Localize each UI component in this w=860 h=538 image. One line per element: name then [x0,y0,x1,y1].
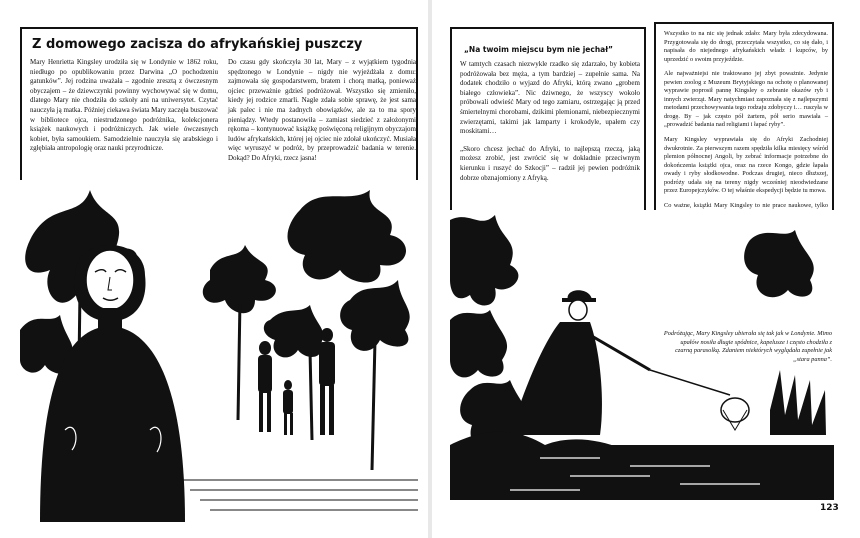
paragraph: Wszystko to na nic się jednak zdało: Mary była zdecydowana. Przygotowała się do drogi, przeczytała wszystko, co się dało, i napisała do niejednego afrykańskich władz i kupców, by uprzedzić o swoim przyjeździe. [664,30,828,63]
paragraph: Do czasu gdy skończyła 30 lat, Mary – z wyjątkiem tygodnia spędzonego w Londynie – nigdy nie wyjeżdżała z domu: zajmowała się gospodarstwem, bratem i chorą matką, ponieważ ojciec przeważnie gdzieś podróżował. Wszystko się zmieniło, kiedy jej rodzice zmarli. Nagle zdała sobie sprawę, że jest sama jak palec i nie ma żadnych obowiązków, ale za to ma spory pieniądzy. Wtedy postanowiła – zamiast siedzieć z założonymi rękoma – kontynuować książkę poświęconą religijnym obyczajom ludów afrykańskich, której jej ojciec nie zdołał ukończyć. Musiała więc wyruszyć w podróż, by przeprowadzić badania w terenie. Dokąd? Do Afryki, rzecz jasna! [228,58,416,162]
paragraph: W tamtych czasach niezwykle rzadko się zdarzało, by kobieta podróżowała bez męża, a tym bardziej – zupełnie sama. Na dodatek chodziło o wyjazd do Afryki, którą zwano „grobem białego człowieka”. Nic dziwnego, że wszyscy wokoło próbowali odwieść Mary od tego zamiaru, ostrzegając ją przed śmiertelnymi chorobami, dzikimi plemionami, niebezpiecznymi zwierzętami, takimi jak lamparty i krokodyle, upałem czy moskitami… [460,60,640,136]
paragraph: Mary Kingsley wyprawiała się do Afryki Zachodniej dwukrotnie. Za pierwszym razem spędziła kilka miesięcy wśród plemion północnej Angoli, by zebrać informacje potrzebne do dokończenia książki ojca, oraz na rzece Kongo, gdzie łapała owady i ryby słodkowodne. Podczas drugiej, nieco dłuższej, podróży udała się na tereny nigdy wcześniej nieodwiedzane przez Europejczyków. O tej właśnie ekspedycji będzie tu mowa. [664,136,828,195]
right-page [432,0,860,538]
left-page [0,0,428,538]
image-caption: Podróżując, Mary Kingsley ubierała się tak jak w Londynie. Mimo upałów nosiła długie spódnice, kapelusze i często chodziła z czarną parasolką. Zdaniem niektórych wyglądała zupełnie jak „stara panna”. [663,330,832,363]
illustration-mary-in-jungle [20,180,418,522]
page-number: 123 [820,503,839,513]
left-column-2 [228,58,416,172]
right-column-2 [664,30,828,236]
left-column-1 [30,58,218,162]
right-column-1 [460,60,640,191]
paragraph: Mary Henrietta Kingsley urodziła się w Londynie w 1862 roku, niedługo po opublikowaniu przez Darwina „O pochodzeniu gatunków”. Jej rodzina uważała – zgodnie zresztą z ówczesnym obyczajem – że dziewczynki powinny wychowywać się w domu, dlatego Mary nie chodziła do szkoły ani na uniwersytet. Czytać nauczyła ją matka. Później ciekawa świata Mary zaczęła buszować w bibliotece ojca, niestrudzonego podróżnika, kolekcjonera książek naukowych i podróżniczych. Jak wiele ówczesnych kobiet, była samoukiem. Samodzielnie nauczyła się arabskiego i zgłębiała antropologię oraz nauki przyrodnicze. [30,58,218,153]
paragraph: Ale najważniejsi nie traktowano jej zbyt poważnie. Jedynie pewien zoolog z Muzeum Brytyjskiego na ochotę o planowanej wyprawie poprosił pannę Kingsley o zebranie okazów ryb i innych zwierząt. Mary natychmiast zapoznała się z najlepszymi metodami przechowywania tego rodzaju zdobyczy i… ruszyła w drogę. By – jak często pół żartem, pół serio mawiała – „prowadzić badania nad religiami i łapać ryby”. [664,70,828,129]
paragraph: Co ważne, książki Mary Kingsley to nie prace naukowe, tylko [664,201,828,209]
section-heading: „Na twoim miejscu bym nie jechał” [464,45,613,54]
page-title: Z domowego zacisza do afrykańskiej puszczy [32,37,363,52]
paragraph: „Skoro chcesz jechać do Afryki, to najlepszą rzeczą, jaką możesz zrobić, jest zwrócić się w dokładnie przeciwnym kierunku i ruszyć do Szkocji” – radził jej pewien podróżnik dobrze obznajomiony z Afryką. [460,144,640,182]
